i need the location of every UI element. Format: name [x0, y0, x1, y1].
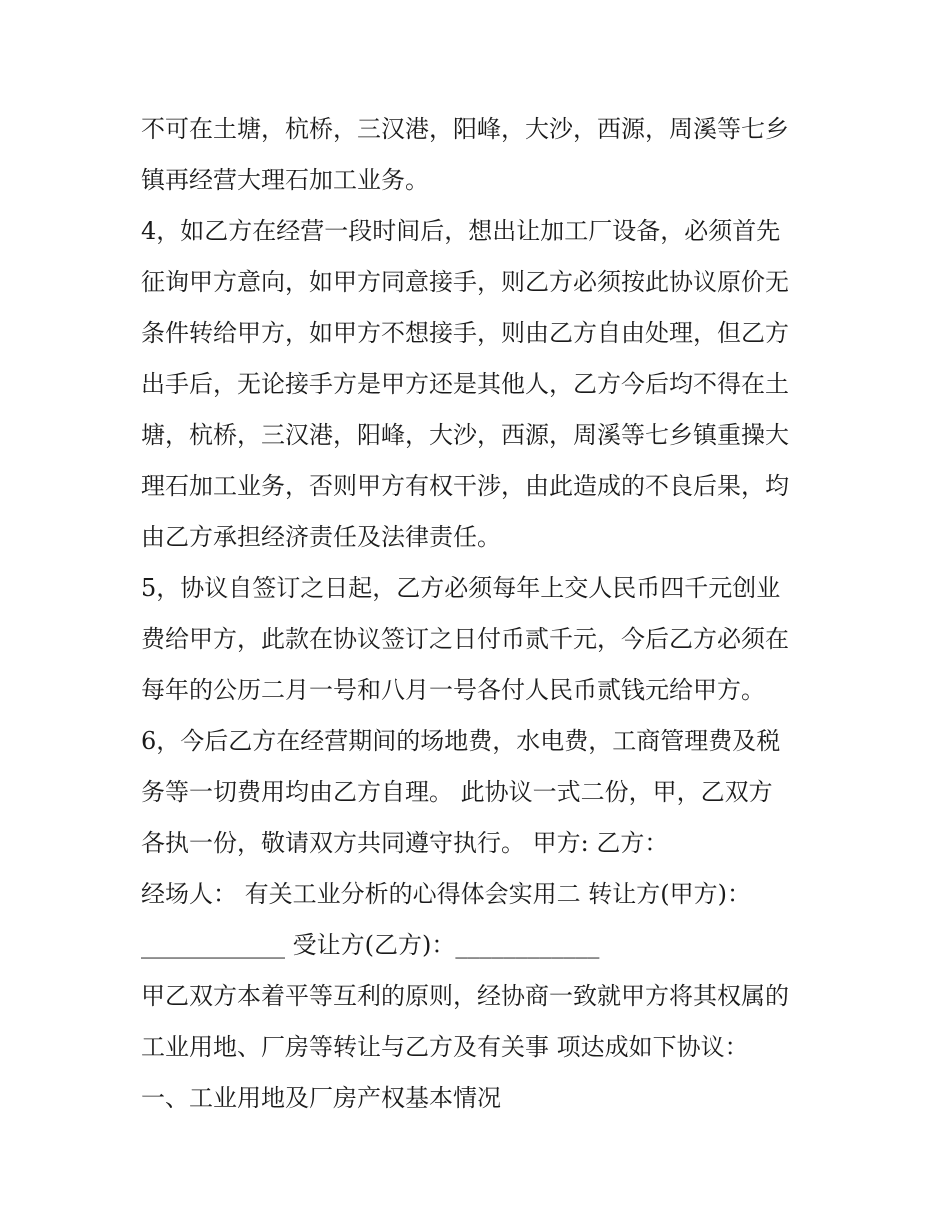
text-line: 各执一份，敬请双方共同遵守执行。 甲方: 乙方： — [141, 829, 669, 857]
text-line: 经场人： 有关工业分析的心得体会实用二 转让方(甲方)： — [141, 880, 751, 908]
text-line: 出手后，无论接手方是甲方还是其他人，乙方今后均不得在土 — [141, 370, 789, 398]
text-line: 甲乙双方本着平等互利的原则，经协商一致就甲方将其权属的 — [141, 982, 789, 1010]
text-line: 每年的公历二月一号和八月一号各付人民币贰钱元给甲方。 — [141, 676, 765, 704]
text-line: 6，今后乙方在经营期间的场地费，水电费，工商管理费及税 — [141, 727, 781, 755]
text-line: 镇再经营大理石加工业务。 — [141, 166, 429, 194]
text-line: 不可在土塘，杭桥，三汉港，阳峰，大沙，西源，周溪等七乡 — [141, 115, 789, 143]
text-line: 塘，杭桥，三汉港，阳峰，大沙，西源，周溪等七乡镇重操大 — [141, 421, 789, 449]
text-line: 费给甲方，此款在协议签订之日付币贰千元，今后乙方必须在 — [141, 625, 789, 653]
text-line: 条件转给甲方，如甲方不想接手，则由乙方自由处理，但乙方 — [141, 319, 789, 347]
text-line: 征询甲方意向，如甲方同意接手，则乙方必须按此协议原价无 — [141, 268, 789, 296]
text-line: ____________ 受让方(乙方)：____________ — [141, 931, 600, 959]
text-line: 由乙方承担经济责任及法律责任。 — [141, 523, 501, 551]
text-line: 一、工业用地及厂房产权基本情况 — [141, 1084, 501, 1112]
text-line: 工业用地、厂房等转让与乙方及有关事 项达成如下协议： — [141, 1033, 749, 1061]
text-line: 理石加工业务，否则甲方有权干涉，由此造成的不良后果，均 — [141, 472, 789, 500]
text-line: 5，协议自签订之日起，乙方必须每年上交人民币四千元创业 — [141, 574, 781, 602]
document-body — [141, 112, 821, 1132]
text-line: 4，如乙方在经营一段时间后，想出让加工厂设备，必须首先 — [141, 217, 781, 245]
text-line: 务等一切费用均由乙方自理。 此协议一式二份，甲，乙双方 — [141, 778, 773, 806]
